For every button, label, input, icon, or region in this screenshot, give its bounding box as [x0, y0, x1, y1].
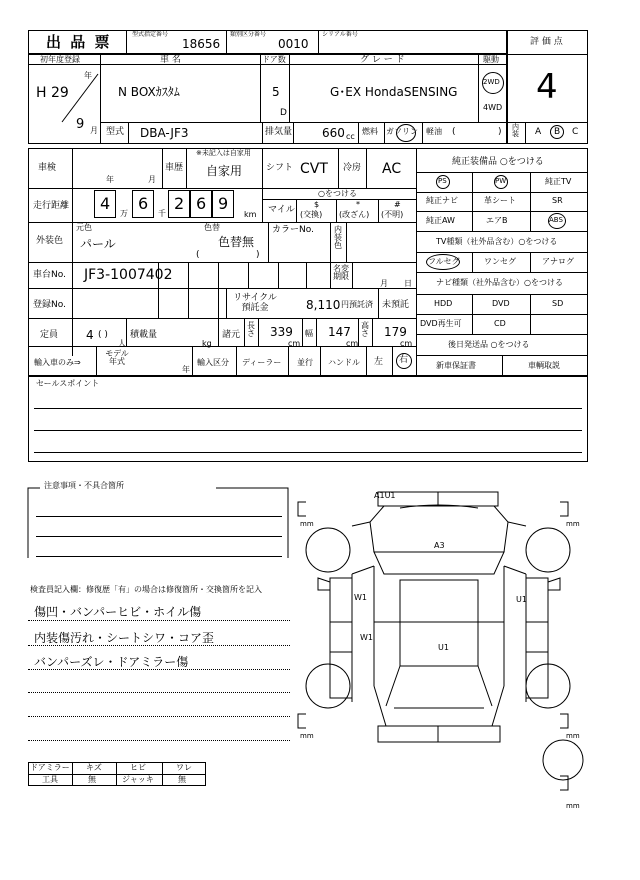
- first-reg-era: H 29: [36, 85, 69, 101]
- mileage-digit: 4: [100, 194, 111, 213]
- capacity-paren: ( ): [98, 330, 108, 340]
- later-warranty: 新車保証書: [436, 361, 476, 370]
- inspector-note: 内装傷汚れ・シートシワ・コア歪: [34, 631, 215, 645]
- equip-pw: PW: [495, 177, 507, 185]
- serial-label: シリアル番号: [322, 31, 358, 38]
- tools-cell: ワレ: [176, 763, 192, 772]
- tv-fullseg: フルセグ: [428, 257, 460, 266]
- first-reg-month-unit: 月: [90, 126, 98, 135]
- displacement-label: 排気量: [265, 127, 293, 137]
- car-name-value: N BOXｶｽﾀﾑ: [118, 85, 180, 99]
- navi-cd: CD: [494, 319, 506, 328]
- model-type-label: 型式: [106, 127, 125, 137]
- altered-label: (改ざん): [339, 210, 370, 219]
- original-color-label: 元色: [76, 223, 92, 232]
- fuel-circle: [396, 124, 416, 142]
- km-unit: km: [244, 210, 257, 219]
- length-value: 339: [270, 325, 293, 339]
- equip-airbag: エアB: [486, 216, 508, 225]
- inspection-month: 月: [148, 175, 156, 184]
- tv-oneseg: ワンセグ: [484, 257, 516, 266]
- inspector-label: 検査員記入欄：修復歴「有」の場合は修復箇所・交換箇所を記入: [30, 585, 262, 594]
- displacement-unit: cc: [346, 132, 355, 141]
- color-label: 外装色: [36, 236, 64, 246]
- score-value: 4: [536, 67, 558, 107]
- first-reg-label: 初年度登録: [40, 55, 80, 64]
- diagram-mark: A3: [434, 541, 445, 550]
- handle-label: ハンドル: [328, 358, 360, 367]
- page-title: 出 品 票: [46, 33, 112, 51]
- reg-no-label: 登録No.: [33, 300, 66, 310]
- history-label: 車歴: [165, 163, 184, 173]
- name-change-day: 日: [404, 279, 412, 288]
- color-no-label: カラーNo.: [272, 225, 314, 235]
- tools-cell: 無: [178, 775, 186, 784]
- first-reg-month: 9: [76, 117, 85, 132]
- drive-2wd: 2WD: [483, 78, 500, 86]
- spare-wheel: [538, 736, 588, 786]
- doors-value: 5: [272, 85, 280, 99]
- interior-label: 内装: [512, 123, 519, 138]
- altered-sym: *: [356, 200, 360, 209]
- shift-label: シフト: [266, 163, 294, 173]
- navi-title: ナビ種類（社外品含む）○をつける: [436, 278, 563, 287]
- grade-label: グ レ ー ド: [360, 55, 405, 65]
- color-change-value: 色替無: [218, 235, 255, 249]
- capacity-label: 定員: [40, 330, 59, 340]
- parallel-label: 並行: [297, 358, 313, 367]
- mm-label: mm: [566, 520, 580, 528]
- mileage-circle-note: ○をつける: [318, 189, 357, 198]
- displacement-value: 660: [322, 126, 345, 140]
- dimensions-label: 諸元: [222, 330, 241, 340]
- navi-sd: SD: [552, 299, 564, 308]
- width-value: 147: [328, 325, 351, 339]
- later-manual: 車輌取説: [528, 361, 560, 370]
- inspection-label: 車検: [38, 163, 57, 173]
- sen-unit: 千: [158, 209, 166, 218]
- load-unit: kg: [202, 339, 212, 348]
- class-value: 0010: [278, 37, 309, 51]
- diagram-mark: A1U1: [374, 491, 396, 500]
- equipment-title: 純正装備品 ○をつける: [452, 157, 544, 167]
- tools-cell: 工具: [42, 775, 58, 784]
- length-unit: cm: [288, 339, 301, 348]
- inspector-note: バンパーズレ・ドアミラー傷: [34, 655, 189, 669]
- history-value: 自家用: [206, 164, 243, 178]
- inspector-note: 傷凹・バンパーヒビ・ホイル傷: [34, 605, 202, 619]
- mileage-label: 走行距離: [33, 201, 70, 211]
- dealer-label: ディーラー: [242, 358, 282, 367]
- diagram-mark: U1: [516, 595, 527, 604]
- car-name-label: 車 名: [160, 55, 181, 65]
- mileage-digit: 6: [138, 194, 149, 213]
- tv-title: TV種類（社外品含む）○をつける: [436, 237, 558, 246]
- mm-label: mm: [566, 732, 580, 740]
- mileage-digit: 6: [196, 194, 207, 213]
- light-oil-label: 軽油: [426, 127, 442, 136]
- inspection-year: 年: [106, 175, 114, 184]
- navi-hdd: HDD: [434, 299, 453, 308]
- import-label: 輸入車のみ⇒: [34, 358, 81, 367]
- width-label: 幅: [305, 329, 313, 338]
- sales-label: セールスポイント: [36, 379, 100, 388]
- model-year-unit: 年: [182, 365, 190, 374]
- model-type-value: DBA-JF3: [140, 126, 189, 140]
- tv-analog: アナログ: [542, 257, 574, 266]
- ac-label: 冷房: [343, 163, 362, 173]
- mile-label: マイル: [268, 205, 295, 215]
- grade-value: G･EX HondaSENSING: [330, 85, 458, 99]
- equip-navi: 純正ナビ: [426, 196, 458, 205]
- tools-cell: キズ: [86, 763, 102, 772]
- import-type-label: 輸入区分: [197, 358, 229, 367]
- recycle-status: 円預託済: [341, 300, 373, 309]
- interior-b: B: [554, 127, 561, 137]
- interior-color-label: 内装色: [334, 225, 342, 250]
- mm-label: mm: [300, 732, 314, 740]
- exchange-sym: $: [314, 200, 320, 209]
- capacity-unit: 人: [118, 339, 126, 348]
- load-label: 積載量: [130, 330, 158, 340]
- interior-a: A: [535, 127, 542, 137]
- drive-4wd: 4WD: [483, 103, 503, 112]
- model-spec-value: 18656: [182, 37, 221, 51]
- unknown-label: (不明): [381, 210, 404, 219]
- mm-label: mm: [566, 802, 580, 810]
- exchange-label: (交換): [300, 210, 323, 219]
- later-title: 後日発送品 ○をつける: [448, 340, 530, 349]
- equip-sr: SR: [552, 196, 563, 205]
- tools-cell: 無: [88, 775, 96, 784]
- equip-abs: ABS: [549, 216, 563, 224]
- name-change-month: 月: [380, 279, 388, 288]
- equip-leather: 革シート: [484, 196, 516, 205]
- chassis-label: 車台No.: [33, 270, 66, 280]
- diagram-mark: W1: [360, 633, 373, 642]
- man-unit: 万: [120, 209, 128, 218]
- tools-cell: ヒビ: [130, 763, 146, 772]
- equip-tv: 純正TV: [545, 177, 572, 186]
- diagram-mark: U1: [438, 643, 449, 652]
- recycle-unpaid: 未預託: [382, 300, 410, 310]
- notes-label: 注意事項・不具合箇所: [44, 481, 124, 490]
- color-name-label: 色替: [204, 223, 220, 232]
- tools-cell: ドアミラー: [30, 763, 70, 772]
- model-year-label: モデル年式: [105, 349, 129, 366]
- name-change-label: 名変期限: [333, 264, 349, 281]
- original-color-value: パール: [80, 237, 116, 251]
- interior-c: C: [572, 127, 579, 137]
- height-label: 高さ: [361, 321, 369, 338]
- score-label: 評 価 点: [530, 37, 563, 47]
- ac-value: AC: [382, 161, 402, 177]
- mileage-digit: 9: [218, 194, 229, 213]
- right-label: 右: [399, 355, 409, 365]
- recycle-value: 8,110: [306, 298, 341, 312]
- equip-ps: PS: [438, 177, 447, 185]
- recycle-label: リサイクル預託金: [233, 293, 277, 313]
- diagram-mark: W1: [354, 593, 367, 602]
- height-unit: cm: [400, 339, 413, 348]
- equip-aw: 純正AW: [426, 216, 455, 225]
- fuel-value: ガソリン: [386, 127, 418, 136]
- tools-cell: ジャッキ: [122, 775, 154, 784]
- mm-label: mm: [300, 520, 314, 528]
- width-unit: cm: [346, 339, 359, 348]
- shift-value: CVT: [300, 161, 328, 177]
- fuel-label: 燃料: [362, 127, 378, 136]
- left-label: 左: [374, 357, 384, 367]
- doors-label: ドア数: [262, 55, 286, 64]
- height-value: 179: [384, 325, 407, 339]
- first-reg-year-unit: 年: [84, 71, 92, 80]
- navi-dvd-play: DVD再生可: [420, 319, 462, 328]
- length-label: 長さ: [247, 321, 255, 338]
- doors-type: D: [280, 108, 287, 118]
- history-note: ※未記入は自家用: [196, 149, 251, 157]
- navi-dvd: DVD: [492, 299, 510, 308]
- unknown-sym: #: [394, 200, 401, 209]
- model-spec-label: 型式指定番号: [132, 31, 169, 38]
- drive-label: 駆動: [483, 55, 499, 64]
- sales-frame: [28, 376, 588, 462]
- class-label: 類別区分番号: [230, 31, 267, 38]
- capacity-value: 4: [86, 328, 94, 342]
- mileage-digit: 2: [174, 194, 185, 213]
- chassis-value: JF3-1007402: [84, 267, 173, 283]
